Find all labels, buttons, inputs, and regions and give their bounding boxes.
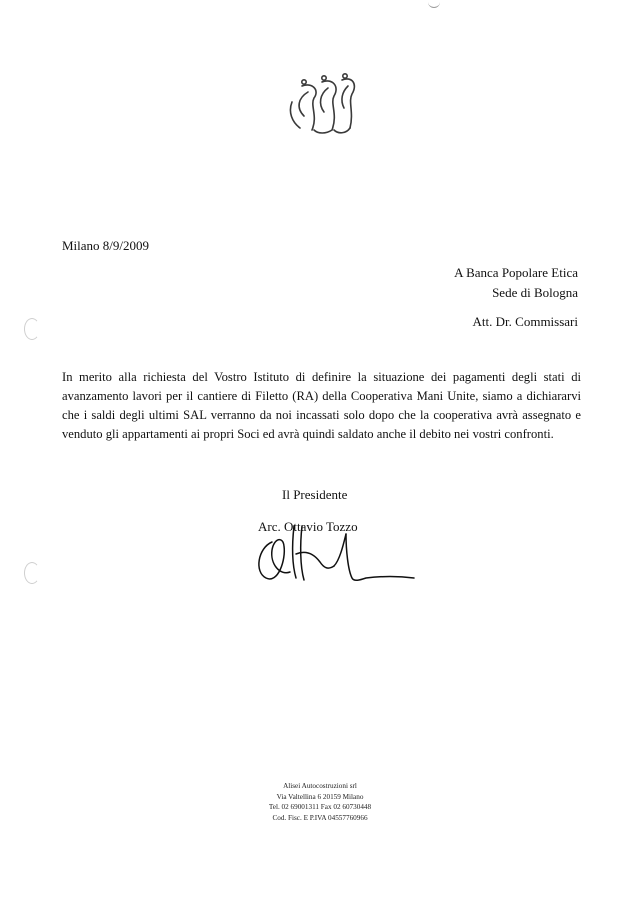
- signature-icon: [250, 520, 420, 590]
- footer-tax-id: Cod. Fisc. E P.IVA 04557760966: [272, 813, 368, 822]
- alisei-logo-icon: [262, 72, 382, 184]
- letter-date: Milano 8/9/2009: [62, 238, 150, 253]
- punch-hole-mark: [24, 562, 40, 584]
- footer-address: Via Valtellina 6 20159 Milano: [276, 792, 364, 801]
- recipient-line: Sede di Bologna: [492, 285, 578, 300]
- recipient-attention: Att. Dr. Commissari: [472, 314, 578, 329]
- scan-artifact: [428, 2, 440, 8]
- company-footer: [200, 781, 440, 823]
- letter-body: In merito alla richiesta del Vostro Istituto di definire la situazione dei pagamenti degli stati di avanzamento lavori per il cantiere di Filetto (RA) della Cooperativa Mani Unite, siamo a dichiararvi che i saldi degli ultimi SAL verranno da noi incassati solo dopo che la cooperativa avrà assegnato e venduto gli appartamenti ai propri Soci ed avrà quindi saldato anche il debito nei vostri confronti.: [62, 370, 581, 441]
- company-logo: [262, 72, 382, 184]
- handwritten-signature: [250, 520, 420, 590]
- signer-title: Il Presidente: [282, 487, 348, 502]
- footer-company: Alisei Autocostruzioni srl: [283, 782, 357, 790]
- footer-phone-fax: Tel. 02 69001311 Fax 02 60730448: [268, 803, 372, 811]
- recipient-line: A Banca Popolare Etica: [454, 265, 578, 280]
- signer-name: Arc. Ottavio Tozzo: [258, 519, 358, 534]
- punch-hole-mark: [24, 318, 40, 340]
